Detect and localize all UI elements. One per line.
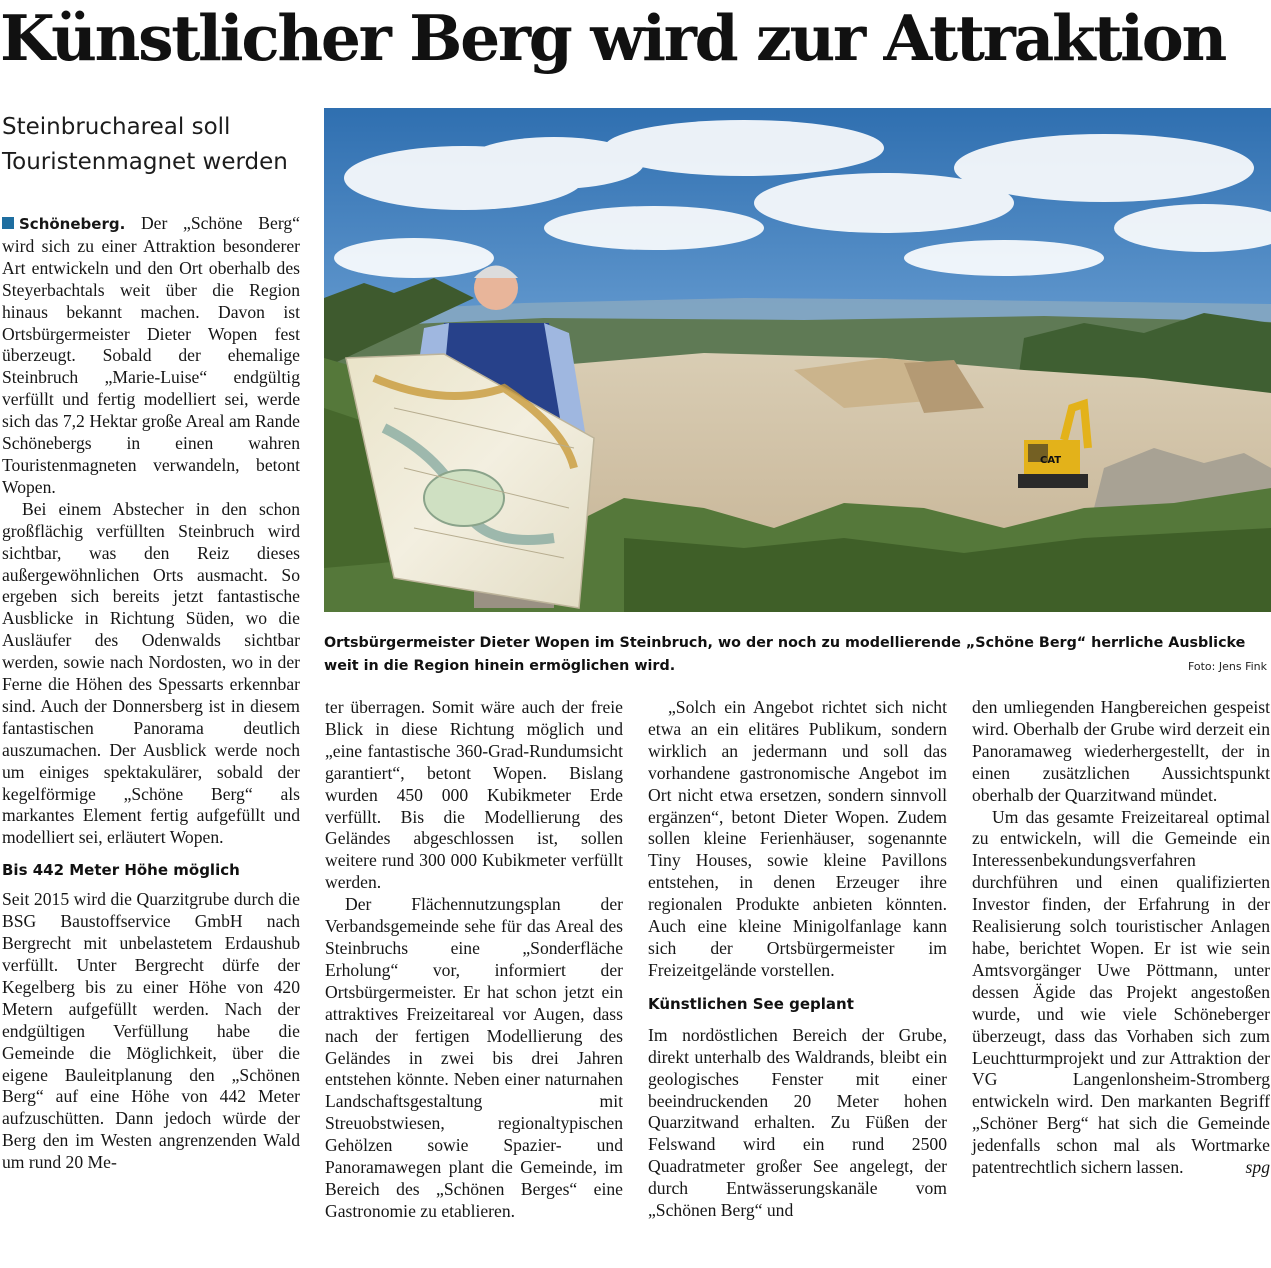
author-signature: spg — [1245, 1157, 1270, 1178]
article-column-2 — [325, 697, 623, 1223]
section-marker-icon — [2, 217, 14, 229]
paragraph: ter überragen. Somit wäre auch der freie Blick in diese Richtung möglich und „eine fantastische 360-Grad-Rundumsicht garantiert“, betont Wopen. Bislang wurden 450 000 Kubikmeter Erde verfüllt. Bis die Modellierung des Geländes abgeschlossen ist, sollen weitere rund 300 000 Kubikmeter verfüllt werden. — [325, 697, 623, 893]
paragraph: Im nordöstlichen Bereich der Grube, direkt unterhalb des Waldrands, bleibt ein geologisches Fenster mit einer beeindruckenden 20 Meter hohen Quarzitwand erhalten. Zu Füßen der Felswand wird ein rund 2500 Quadratmeter großer See angelegt, der durch Entwässerungskanäle vom „Schönen Berg“ und — [648, 1024, 947, 1221]
paragraph — [2, 213, 300, 499]
article-photo — [324, 108, 1271, 612]
subheading: Künstlichen See geplant — [648, 994, 854, 1013]
quarry-photo-illustration — [324, 108, 1271, 612]
paragraph: Seit 2015 wird die Quarzitgrube durch die BSG Baustoffservice GmbH nach Bergrecht mit unbelastetem Erdaushub verfüllt. Unter Bergrecht dürfe der Kegelberg bis zu einer Höhe von 420 Metern aufgefüllt werden. Nach der endgültigen Verfüllung habe die Gemeinde die Möglichkeit, über die eigene Bauleitplanung den „Schönen Berg“ auf eine Höhe von 442 Meter aufzuschütten. Dann jedoch würde der Berg den im Westen angrenzenden Wald um rund 20 Me- — [2, 889, 300, 1173]
article-column-3 — [648, 697, 947, 1222]
article-column-4 — [972, 697, 1270, 1179]
paragraph — [972, 807, 1270, 1179]
paragraph-text: Um das gesamte Freizeitareal optimal zu entwickeln, will die Gemeinde ein Interessenbekundungsverfahren durchführen und einen qualifizierten Investor finden, der Erfahrung in der Realisierung solch touristischer Anlagen habe, berichtet Wopen. Er ist wie sein Amtsvorgänger Uwe Pöttmann, unter dessen Ägide das Projekt angestoßen wurde, und wie viele Schöneberger überzeugt, dass das Vorhaben sich zum Leuchtturmprojekt und zur Attraktion der VG Langenlonsheim-Stromberg entwickeln wird. Den markanten Begriff „Schöner Berg“ hat sich die Gemeinde jedenfalls schon mal als Wortmarke patentrechtlich sichern lassen. — [972, 806, 1270, 1178]
paragraph-text: Der „Schöne Berg“ wird sich zu einer Attraktion besonderer Art entwickeln und den Ort oberhalb des Steyerbachtals weit über die Region hinaus bekannt machen. Davon ist Ortsbürgermeister Dieter Wopen fest überzeugt. Sobald der ehemalige Steinbruch „Marie-Luise“ endgültig verfüllt und fertig modelliert sei, werde sich das 7,2 Hektar große Areal am Rande Schönebergs in einen wahren Touristenmagneten verwandeln, betont Wopen. — [2, 213, 300, 497]
headline: Künstlicher Berg wird zur Attraktion — [0, 1, 1226, 75]
paragraph: „Solch ein Angebot richtet sich nicht etwa an ein elitäres Publikum, sondern wirklich an jedermann und soll das vorhandene gastronomische Angebot im Ort nicht etwa ersetzen, sondern sinnvoll ergänzen“, betont Dieter Wopen. Zudem sollen kleine Ferienhäuser, sogenannte Tiny Houses, sowie kleine Pavillons entstehen, in denen Erzeuger ihre regionalen Produkte anbieten könnten. Auch eine kleine Minigolfanlage kann sich der Ortsbürgermeister im Freizeitgelände vorstellen. — [648, 697, 947, 980]
dateline: Schöneberg. — [19, 215, 126, 233]
subheadline-line-1: Steinbruchareal soll — [2, 114, 231, 140]
excavator-label: CAT — [1040, 455, 1062, 466]
subheading: Bis 442 Meter Höhe möglich — [2, 861, 240, 880]
caption-line-1: Ortsbürgermeister Dieter Wopen im Steinbruch, wo der noch zu modellierende „Schöne Berg“ herrliche Ausblicke — [324, 635, 1246, 651]
subheadline-line-2: Touristenmagnet werden — [2, 149, 288, 175]
subheadline — [2, 110, 318, 180]
caption-line-2: weit in die Region hinein ermöglichen wird. — [324, 658, 676, 674]
paragraph: den umliegenden Hangbereichen gespeist wird. Oberhalb der Grube wird derzeit ein Panoramaweg wiederhergestellt, der in einen zusätzlichen Aussichtspunkt oberhalb der Quarzitwand mündet. — [972, 697, 1270, 805]
photo-caption — [324, 632, 1271, 678]
paragraph: Der Flächennutzungsplan der Verbandsgemeinde sehe für das Areal des Steinbruchs eine „Sonderfläche Erholung“ vor, informiert der Ortsbürgermeister. Er hat schon jetzt ein attraktives Freizeitareal vor Augen, dass nach der fertigen Modellierung des Geländes in zwei bis drei Jahren entstehen könnte. Neben einer naturnahen Landschaftsgestaltung mit Streuobstwiesen, regionaltypischen Gehölzen sowie Spazier- und Panoramawegen plant die Gemeinde, im Bereich des „Schönen Berges“ eine Gastronomie zu etablieren. — [325, 894, 623, 1221]
photo-credit: Foto: Jens Fink — [1187, 660, 1267, 673]
article-column-1 — [2, 213, 300, 1174]
paragraph: Bei einem Abstecher in den schon großflächig verfüllten Steinbruch wird sichtbar, was den Reiz dieses außergewöhnlichen Orts ausmacht. So ergeben sich bereits jetzt fantastische Ausblicke in Richtung Süden, wo die Ausläufer des Odenwalds sichtbar werden, sowie nach Nordosten, wo in der Ferne die Höhen des Spessarts erkennbar sind. Auch der Donnersberg ist in diesem fantastischen Panorama deutlich auszumachen. Der Ausblick werde noch um einiges spektakulärer, sobald der kegelförmige „Schöne Berg“ als markantes Element fertig aufgefüllt und modelliert sei, erläutert Wopen. — [2, 498, 300, 848]
